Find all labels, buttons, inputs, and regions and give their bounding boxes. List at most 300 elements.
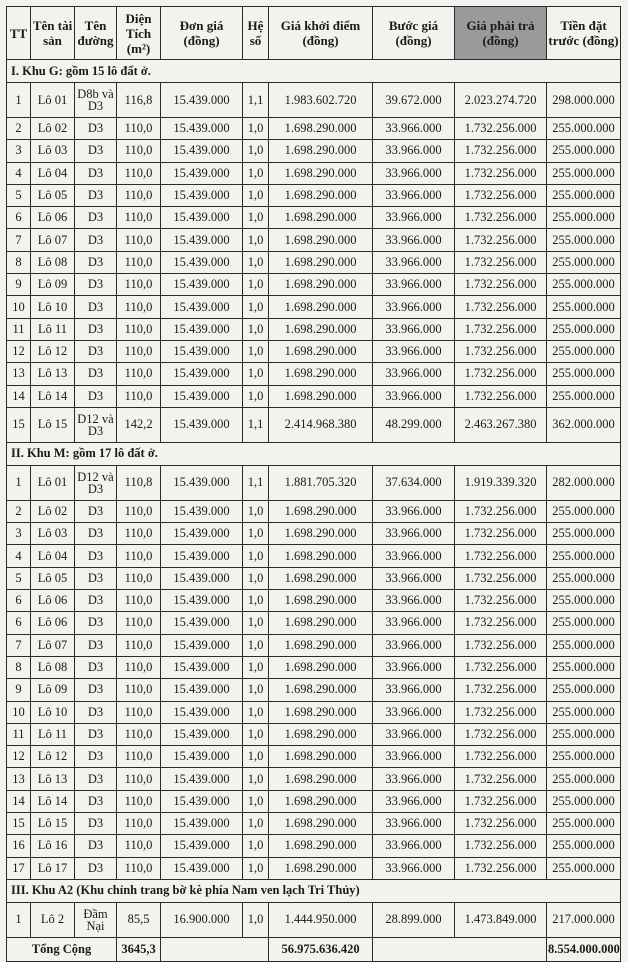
cell-deposit: 255.000.000 — [547, 813, 621, 835]
cell-area: 110,0 — [117, 363, 161, 385]
cell-deposit: 255.000.000 — [547, 679, 621, 701]
cell-deposit: 255.000.000 — [547, 545, 621, 567]
cell-price-step: 33.966.000 — [373, 701, 455, 723]
table-row — [7, 274, 621, 296]
cell-starting-price: 1.698.290.000 — [269, 612, 373, 634]
cell-starting-price: 1.698.290.000 — [269, 656, 373, 678]
cell-unit-price: 15.439.000 — [161, 768, 243, 790]
cell-starting-price: 1.983.602.720 — [269, 83, 373, 118]
cell-starting-price: 1.698.290.000 — [269, 634, 373, 656]
cell-payable-price: 1.732.256.000 — [455, 500, 547, 522]
cell-deposit: 255.000.000 — [547, 790, 621, 812]
table-row — [7, 385, 621, 407]
cell-unit-price: 15.439.000 — [161, 612, 243, 634]
table-row — [7, 790, 621, 812]
table-row — [7, 340, 621, 362]
table-row — [7, 500, 621, 522]
cell-starting-price: 1.698.290.000 — [269, 296, 373, 318]
cell-coefficient: 1,0 — [243, 363, 269, 385]
cell-tt: 9 — [7, 679, 31, 701]
cell-unit-price: 15.439.000 — [161, 813, 243, 835]
table-row — [7, 634, 621, 656]
cell-deposit: 362.000.000 — [547, 407, 621, 442]
cell-payable-price: 1.732.256.000 — [455, 835, 547, 857]
cell-coefficient: 1,0 — [243, 251, 269, 273]
cell-tt: 2 — [7, 118, 31, 140]
cell-coefficient: 1,0 — [243, 567, 269, 589]
cell-unit-price: 15.439.000 — [161, 500, 243, 522]
cell-street-name: D3 — [75, 184, 117, 206]
cell-deposit: 255.000.000 — [547, 184, 621, 206]
cell-street-name: D3 — [75, 590, 117, 612]
table-row — [7, 140, 621, 162]
cell-coefficient: 1,0 — [243, 813, 269, 835]
cell-asset-name: Lô 04 — [31, 545, 75, 567]
cell-starting-price: 1.698.290.000 — [269, 118, 373, 140]
cell-payable-price: 1.732.256.000 — [455, 118, 547, 140]
cell-tt: 8 — [7, 251, 31, 273]
cell-street-name: D3 — [75, 500, 117, 522]
auction-lot-document — [6, 6, 620, 962]
section-title: II. Khu M: gồm 17 lô đất ở. — [7, 442, 621, 465]
table-row — [7, 523, 621, 545]
cell-coefficient: 1,0 — [243, 746, 269, 768]
cell-deposit: 298.000.000 — [547, 83, 621, 118]
cell-area: 85,5 — [117, 902, 161, 937]
cell-deposit: 255.000.000 — [547, 162, 621, 184]
header-asset-name: Tên tài sản — [31, 7, 75, 60]
cell-deposit: 255.000.000 — [547, 701, 621, 723]
cell-unit-price: 15.439.000 — [161, 207, 243, 229]
cell-asset-name: Lô 14 — [31, 790, 75, 812]
table-row — [7, 465, 621, 500]
cell-tt: 6 — [7, 612, 31, 634]
cell-tt: 15 — [7, 407, 31, 442]
cell-street-name: D3 — [75, 140, 117, 162]
cell-price-step: 33.966.000 — [373, 318, 455, 340]
cell-asset-name: Lô 06 — [31, 590, 75, 612]
cell-deposit: 255.000.000 — [547, 229, 621, 251]
header-row — [7, 7, 621, 60]
cell-street-name: D3 — [75, 835, 117, 857]
cell-payable-price: 2.023.274.720 — [455, 83, 547, 118]
cell-price-step: 33.966.000 — [373, 251, 455, 273]
cell-payable-price: 1.732.256.000 — [455, 656, 547, 678]
cell-asset-name: Lô 06 — [31, 207, 75, 229]
cell-asset-name: Lô 01 — [31, 465, 75, 500]
cell-area: 110,8 — [117, 465, 161, 500]
table-row — [7, 162, 621, 184]
cell-price-step: 33.966.000 — [373, 835, 455, 857]
table-row — [7, 318, 621, 340]
cell-starting-price: 2.414.968.380 — [269, 407, 373, 442]
cell-tt: 4 — [7, 162, 31, 184]
cell-area: 110,0 — [117, 701, 161, 723]
cell-unit-price: 15.439.000 — [161, 723, 243, 745]
cell-unit-price: 15.439.000 — [161, 523, 243, 545]
cell-unit-price: 15.439.000 — [161, 140, 243, 162]
cell-payable-price: 1.732.256.000 — [455, 207, 547, 229]
cell-coefficient: 1,0 — [243, 385, 269, 407]
cell-asset-name: Lô 13 — [31, 768, 75, 790]
cell-deposit: 255.000.000 — [547, 746, 621, 768]
cell-price-step: 33.966.000 — [373, 184, 455, 206]
cell-price-step: 33.966.000 — [373, 656, 455, 678]
cell-deposit: 282.000.000 — [547, 465, 621, 500]
cell-street-name: D3 — [75, 634, 117, 656]
cell-unit-price: 15.439.000 — [161, 590, 243, 612]
cell-unit-price: 15.439.000 — [161, 162, 243, 184]
cell-area: 110,0 — [117, 590, 161, 612]
table-row — [7, 251, 621, 273]
cell-street-name: D3 — [75, 340, 117, 362]
total-area: 3645,3 — [117, 937, 161, 961]
cell-area: 110,0 — [117, 385, 161, 407]
cell-tt: 12 — [7, 340, 31, 362]
cell-deposit: 255.000.000 — [547, 385, 621, 407]
cell-price-step: 33.966.000 — [373, 634, 455, 656]
cell-area: 110,0 — [117, 746, 161, 768]
cell-price-step: 33.966.000 — [373, 207, 455, 229]
cell-deposit: 255.000.000 — [547, 768, 621, 790]
cell-asset-name: Lô 15 — [31, 407, 75, 442]
cell-area: 110,0 — [117, 229, 161, 251]
cell-deposit: 255.000.000 — [547, 835, 621, 857]
cell-payable-price: 1.732.256.000 — [455, 679, 547, 701]
cell-area: 110,0 — [117, 140, 161, 162]
cell-street-name: D3 — [75, 162, 117, 184]
cell-coefficient: 1,0 — [243, 500, 269, 522]
table-row — [7, 835, 621, 857]
cell-asset-name: Lô 09 — [31, 679, 75, 701]
cell-asset-name: Lô 17 — [31, 857, 75, 879]
cell-deposit: 255.000.000 — [547, 567, 621, 589]
cell-deposit: 255.000.000 — [547, 500, 621, 522]
cell-street-name: D3 — [75, 296, 117, 318]
table-row — [7, 545, 621, 567]
cell-starting-price: 1.698.290.000 — [269, 340, 373, 362]
cell-starting-price: 1.698.290.000 — [269, 363, 373, 385]
cell-street-name: D3 — [75, 363, 117, 385]
cell-asset-name: Lô 11 — [31, 723, 75, 745]
cell-coefficient: 1,1 — [243, 407, 269, 442]
cell-coefficient: 1,0 — [243, 523, 269, 545]
cell-street-name: D3 — [75, 679, 117, 701]
section-title: III. Khu A2 (Khu chỉnh trang bờ kè phía Nam ven lạch Tri Thủy) — [7, 879, 621, 902]
table-row — [7, 567, 621, 589]
cell-unit-price: 15.439.000 — [161, 118, 243, 140]
cell-price-step: 33.966.000 — [373, 567, 455, 589]
cell-area: 110,0 — [117, 835, 161, 857]
cell-payable-price: 1.732.256.000 — [455, 251, 547, 273]
table-body — [7, 60, 621, 962]
cell-area: 110,0 — [117, 768, 161, 790]
table-row — [7, 902, 621, 937]
cell-street-name: D3 — [75, 523, 117, 545]
cell-area: 110,0 — [117, 612, 161, 634]
cell-tt: 5 — [7, 567, 31, 589]
cell-asset-name: Lô 02 — [31, 500, 75, 522]
cell-starting-price: 1.698.290.000 — [269, 701, 373, 723]
cell-unit-price: 15.439.000 — [161, 567, 243, 589]
table-row — [7, 813, 621, 835]
total-empty — [161, 937, 269, 961]
cell-price-step: 33.966.000 — [373, 679, 455, 701]
cell-starting-price: 1.881.705.320 — [269, 465, 373, 500]
cell-area: 110,0 — [117, 207, 161, 229]
cell-asset-name: Lô 13 — [31, 363, 75, 385]
cell-deposit: 255.000.000 — [547, 656, 621, 678]
total-row — [7, 937, 621, 961]
total-empty — [373, 937, 547, 961]
cell-tt: 1 — [7, 465, 31, 500]
cell-starting-price: 1.698.290.000 — [269, 746, 373, 768]
cell-unit-price: 15.439.000 — [161, 790, 243, 812]
cell-asset-name: Lô 06 — [31, 612, 75, 634]
cell-area: 110,0 — [117, 296, 161, 318]
cell-street-name: D3 — [75, 813, 117, 835]
cell-coefficient: 1,0 — [243, 590, 269, 612]
cell-coefficient: 1,0 — [243, 679, 269, 701]
cell-unit-price: 15.439.000 — [161, 251, 243, 273]
table-row — [7, 296, 621, 318]
cell-price-step: 33.966.000 — [373, 545, 455, 567]
cell-price-step: 33.966.000 — [373, 857, 455, 879]
total-starting-price: 56.975.636.420 — [269, 937, 373, 961]
table-row — [7, 746, 621, 768]
cell-street-name: D12 và D3 — [75, 465, 117, 500]
cell-area: 110,0 — [117, 251, 161, 273]
cell-starting-price: 1.698.290.000 — [269, 500, 373, 522]
cell-starting-price: 1.698.290.000 — [269, 229, 373, 251]
cell-price-step: 33.966.000 — [373, 340, 455, 362]
total-deposit: 8.554.000.000 — [547, 937, 621, 961]
cell-payable-price: 1.732.256.000 — [455, 140, 547, 162]
cell-starting-price: 1.698.290.000 — [269, 251, 373, 273]
cell-street-name: D3 — [75, 274, 117, 296]
cell-price-step: 39.672.000 — [373, 83, 455, 118]
lot-price-table — [6, 6, 621, 962]
cell-deposit: 255.000.000 — [547, 118, 621, 140]
cell-area: 110,0 — [117, 523, 161, 545]
cell-area: 110,0 — [117, 318, 161, 340]
section-row — [7, 60, 621, 83]
cell-tt: 11 — [7, 318, 31, 340]
cell-coefficient: 1,0 — [243, 184, 269, 206]
cell-unit-price: 15.439.000 — [161, 229, 243, 251]
cell-payable-price: 1.732.256.000 — [455, 790, 547, 812]
table-row — [7, 656, 621, 678]
cell-payable-price: 1.732.256.000 — [455, 296, 547, 318]
cell-starting-price: 1.698.290.000 — [269, 523, 373, 545]
cell-tt: 17 — [7, 857, 31, 879]
cell-street-name: D3 — [75, 723, 117, 745]
cell-unit-price: 15.439.000 — [161, 545, 243, 567]
table-row — [7, 590, 621, 612]
cell-tt: 11 — [7, 723, 31, 745]
cell-price-step: 33.966.000 — [373, 118, 455, 140]
cell-tt: 13 — [7, 363, 31, 385]
cell-price-step: 33.966.000 — [373, 523, 455, 545]
cell-asset-name: Lô 02 — [31, 118, 75, 140]
cell-tt: 14 — [7, 790, 31, 812]
cell-asset-name: Lô 05 — [31, 567, 75, 589]
cell-deposit: 255.000.000 — [547, 612, 621, 634]
cell-price-step: 33.966.000 — [373, 296, 455, 318]
cell-coefficient: 1,0 — [243, 857, 269, 879]
cell-street-name: D3 — [75, 318, 117, 340]
cell-coefficient: 1,0 — [243, 274, 269, 296]
table-row — [7, 612, 621, 634]
table-row — [7, 118, 621, 140]
table-row — [7, 723, 621, 745]
cell-area: 110,0 — [117, 656, 161, 678]
cell-price-step: 33.966.000 — [373, 500, 455, 522]
cell-street-name: Đầm Nại — [75, 902, 117, 937]
cell-starting-price: 1.698.290.000 — [269, 274, 373, 296]
cell-asset-name: Lô 07 — [31, 229, 75, 251]
table-row — [7, 857, 621, 879]
header-deposit: Tiền đặt trước (đồng) — [547, 7, 621, 60]
cell-unit-price: 15.439.000 — [161, 679, 243, 701]
cell-coefficient: 1,0 — [243, 634, 269, 656]
cell-payable-price: 1.732.256.000 — [455, 723, 547, 745]
cell-asset-name: Lô 15 — [31, 813, 75, 835]
cell-unit-price: 15.439.000 — [161, 184, 243, 206]
cell-price-step: 33.966.000 — [373, 274, 455, 296]
cell-payable-price: 1.732.256.000 — [455, 857, 547, 879]
cell-tt: 5 — [7, 184, 31, 206]
header-tt: TT — [7, 7, 31, 60]
cell-area: 110,0 — [117, 813, 161, 835]
cell-coefficient: 1,0 — [243, 768, 269, 790]
cell-area: 110,0 — [117, 500, 161, 522]
cell-area: 110,0 — [117, 723, 161, 745]
cell-starting-price: 1.698.290.000 — [269, 385, 373, 407]
cell-unit-price: 15.439.000 — [161, 385, 243, 407]
cell-street-name: D3 — [75, 385, 117, 407]
cell-price-step: 33.966.000 — [373, 790, 455, 812]
cell-deposit: 255.000.000 — [547, 857, 621, 879]
cell-asset-name: Lô 01 — [31, 83, 75, 118]
cell-area: 110,0 — [117, 340, 161, 362]
cell-deposit: 255.000.000 — [547, 318, 621, 340]
cell-payable-price: 1.732.256.000 — [455, 318, 547, 340]
cell-price-step: 33.966.000 — [373, 768, 455, 790]
table-row — [7, 207, 621, 229]
cell-starting-price: 1.698.290.000 — [269, 567, 373, 589]
cell-starting-price: 1.698.290.000 — [269, 140, 373, 162]
cell-asset-name: Lô 03 — [31, 140, 75, 162]
table-row — [7, 184, 621, 206]
cell-starting-price: 1.698.290.000 — [269, 723, 373, 745]
cell-coefficient: 1,0 — [243, 340, 269, 362]
cell-payable-price: 1.732.256.000 — [455, 184, 547, 206]
cell-tt: 13 — [7, 768, 31, 790]
cell-price-step: 33.966.000 — [373, 363, 455, 385]
cell-coefficient: 1,0 — [243, 140, 269, 162]
cell-unit-price: 15.439.000 — [161, 857, 243, 879]
cell-asset-name: Lô 09 — [31, 274, 75, 296]
cell-deposit: 255.000.000 — [547, 523, 621, 545]
cell-street-name: D3 — [75, 746, 117, 768]
cell-deposit: 255.000.000 — [547, 140, 621, 162]
cell-area: 110,0 — [117, 790, 161, 812]
cell-area: 110,0 — [117, 118, 161, 140]
cell-tt: 16 — [7, 835, 31, 857]
cell-area: 110,0 — [117, 634, 161, 656]
cell-payable-price: 1.732.256.000 — [455, 340, 547, 362]
cell-coefficient: 1,0 — [243, 118, 269, 140]
cell-starting-price: 1.698.290.000 — [269, 835, 373, 857]
cell-coefficient: 1,0 — [243, 656, 269, 678]
cell-payable-price: 1.732.256.000 — [455, 229, 547, 251]
cell-tt: 2 — [7, 500, 31, 522]
cell-tt: 7 — [7, 634, 31, 656]
cell-deposit: 217.000.000 — [547, 902, 621, 937]
cell-starting-price: 1.698.290.000 — [269, 813, 373, 835]
cell-payable-price: 1.732.256.000 — [455, 634, 547, 656]
cell-tt: 8 — [7, 656, 31, 678]
cell-payable-price: 1.732.256.000 — [455, 768, 547, 790]
section-row — [7, 879, 621, 902]
cell-area: 142,2 — [117, 407, 161, 442]
cell-coefficient: 1,0 — [243, 207, 269, 229]
header-coefficient: Hệ số — [243, 7, 269, 60]
cell-area: 110,0 — [117, 679, 161, 701]
cell-asset-name: Lô 05 — [31, 184, 75, 206]
cell-coefficient: 1,0 — [243, 612, 269, 634]
total-label: Tổng Cộng — [7, 937, 117, 961]
table-row — [7, 83, 621, 118]
header-area: Diện Tích (m²) — [117, 7, 161, 60]
cell-coefficient: 1,0 — [243, 701, 269, 723]
cell-asset-name: Lô 07 — [31, 634, 75, 656]
cell-starting-price: 1.698.290.000 — [269, 545, 373, 567]
cell-tt: 15 — [7, 813, 31, 835]
cell-asset-name: Lô 10 — [31, 296, 75, 318]
cell-deposit: 255.000.000 — [547, 340, 621, 362]
cell-starting-price: 1.698.290.000 — [269, 207, 373, 229]
cell-tt: 3 — [7, 523, 31, 545]
cell-asset-name: Lô 03 — [31, 523, 75, 545]
cell-deposit: 255.000.000 — [547, 634, 621, 656]
cell-payable-price: 1.732.256.000 — [455, 162, 547, 184]
cell-deposit: 255.000.000 — [547, 207, 621, 229]
cell-payable-price: 1.919.339.320 — [455, 465, 547, 500]
cell-deposit: 255.000.000 — [547, 590, 621, 612]
cell-price-step: 33.966.000 — [373, 813, 455, 835]
cell-unit-price: 15.439.000 — [161, 296, 243, 318]
header-price-step: Bước giá (đồng) — [373, 7, 455, 60]
cell-area: 110,0 — [117, 184, 161, 206]
cell-tt: 6 — [7, 590, 31, 612]
cell-asset-name: Lô 08 — [31, 656, 75, 678]
cell-starting-price: 1.698.290.000 — [269, 318, 373, 340]
cell-payable-price: 1.732.256.000 — [455, 813, 547, 835]
cell-tt: 10 — [7, 296, 31, 318]
cell-payable-price: 2.463.267.380 — [455, 407, 547, 442]
cell-area: 116,8 — [117, 83, 161, 118]
section-row — [7, 442, 621, 465]
cell-deposit: 255.000.000 — [547, 251, 621, 273]
cell-price-step: 33.966.000 — [373, 746, 455, 768]
cell-payable-price: 1.732.256.000 — [455, 545, 547, 567]
cell-tt: 12 — [7, 746, 31, 768]
table-row — [7, 407, 621, 442]
cell-price-step: 33.966.000 — [373, 385, 455, 407]
cell-deposit: 255.000.000 — [547, 363, 621, 385]
